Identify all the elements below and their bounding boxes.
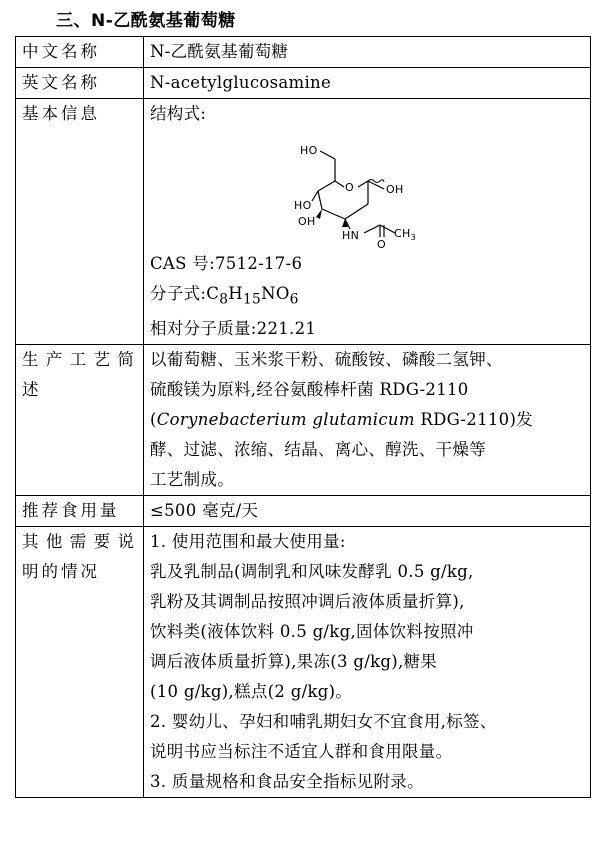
structural-formula [150, 129, 584, 249]
row-english-name [16, 68, 591, 99]
label-other: 其他需要说 明的情况 [16, 527, 144, 798]
row-basic-info [16, 99, 591, 345]
value-intake: ≤500 毫克/天 [144, 496, 591, 527]
other-line: 乳粉及其调制品按照冲调后液体质量折算), [150, 592, 465, 612]
label-basic-info: 基本信息 [16, 99, 144, 345]
other-line: 乳及乳制品(调制乳和风味发酵乳 0.5 g/kg, [150, 562, 474, 582]
value-english-name: N-acetylglucosamine [144, 68, 591, 99]
atom-ch3: $CH_3$ [394, 227, 416, 242]
atom-ho-left: HO [294, 199, 312, 212]
value-basic-info [144, 99, 591, 345]
process-line: 硫酸镁为原料,经谷氨酸棒杆菌 RDG-2110 [150, 380, 469, 400]
other-line: (10 g/kg),糕点(2 g/kg)。 [150, 682, 353, 702]
other-line: 饮料类(液体饮料 0.5 g/kg,固体饮料按照冲 [150, 622, 474, 642]
atom-nh: HN [342, 229, 360, 242]
atom-oh-right: OH [386, 183, 404, 196]
section-title: 三、N-乙酰氨基葡萄糖 [56, 11, 236, 31]
atom-o-ring: O [345, 181, 354, 194]
label-english-name: 英文名称 [16, 68, 144, 99]
row-process [16, 345, 591, 496]
other-line: 1. 使用范围和最大使用量: [150, 532, 346, 552]
other-line: 2. 婴幼儿、孕妇和哺乳期妇女不宜食用,标签、 [150, 712, 497, 732]
atom-ho-top: HO [300, 144, 318, 157]
other-line: 3. 质量规格和食品安全指标见附录。 [150, 772, 424, 792]
molecular-mass: 相对分子质量:221.21 [150, 319, 317, 339]
row-other [16, 527, 591, 798]
process-line: 以葡萄糖、玉米浆干粉、硫酸铵、磷酸二氢钾、 [150, 350, 503, 370]
glcnac-structure-drawing [280, 129, 430, 249]
atom-o-carbonyl: O [377, 238, 386, 249]
structure-label: 结构式: [150, 104, 207, 123]
label-intake: 推荐食用量 [16, 496, 144, 527]
process-line: 工艺制成。 [150, 470, 234, 490]
row-intake [16, 496, 591, 527]
process-line: 酵、过滤、浓缩、结晶、离心、醇洗、干燥等 [150, 440, 486, 460]
value-chinese-name: N-乙酰氨基葡萄糖 [144, 37, 591, 68]
value-other [144, 527, 591, 798]
other-line: 调后液体质量折算),果冻(3 g/kg),糖果 [150, 652, 438, 672]
row-chinese-name [16, 37, 591, 68]
cas-number: CAS 号:7512-17-6 [150, 254, 303, 273]
atom-oh-bottom: OH [298, 215, 316, 228]
info-table [15, 36, 591, 798]
label-process: 生产工艺简 述 [16, 345, 144, 496]
molecular-formula: 分子式$:C_8H_{15}NO_6$ [150, 284, 299, 308]
value-process [144, 345, 591, 496]
label-chinese-name: 中文名称 [16, 37, 144, 68]
process-line: (Corynebacterium glutamicum RDG-2110)发 [150, 410, 534, 430]
other-line: 说明书应当标注不适宜人群和食用限量。 [150, 742, 453, 762]
